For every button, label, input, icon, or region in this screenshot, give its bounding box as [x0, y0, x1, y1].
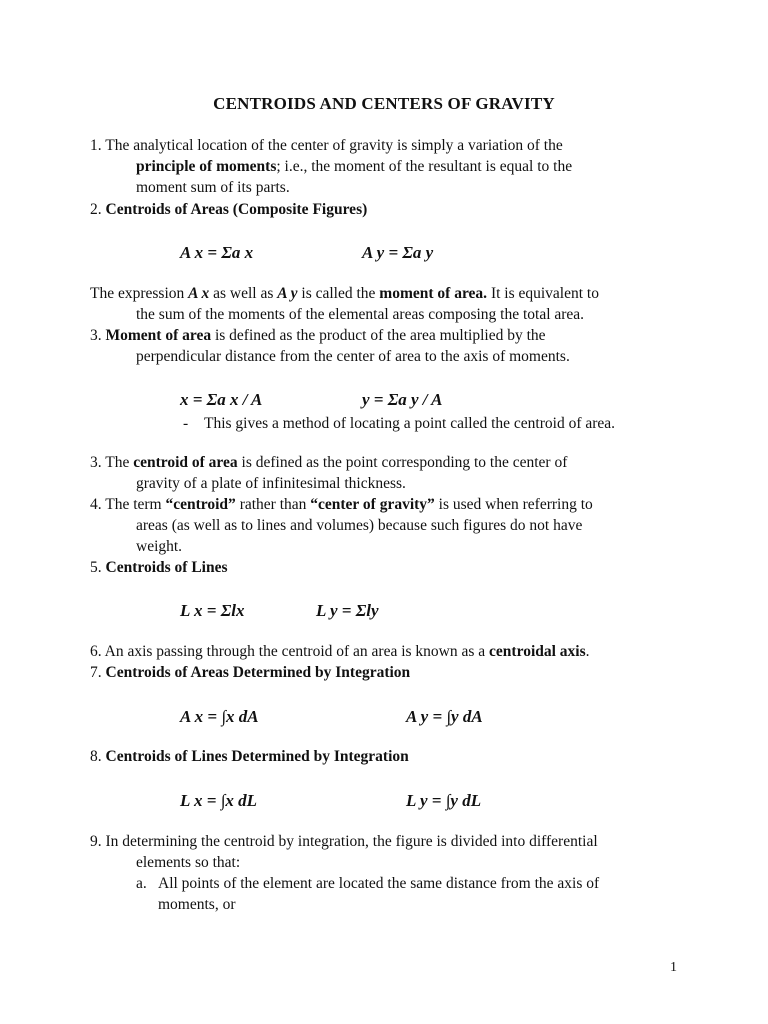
equation-y-bar: y = Σa y / A	[362, 390, 443, 409]
equation-integral-ay: A y = ∫y dA	[406, 707, 483, 726]
item-6-line	[90, 641, 590, 662]
equation-integral-ly: L y = ∫y dL	[406, 791, 482, 810]
equation-x-bar: x = Σa x / A	[180, 390, 263, 409]
equation-ay: A y = Σa y	[362, 243, 434, 262]
item-9-line-1: 9. In determining the centroid by integration, the figure is divided into differential	[90, 833, 598, 850]
item-7-heading	[90, 662, 410, 683]
item-7-number: 7.	[90, 664, 106, 681]
moment-of-area-term: moment of area.	[379, 285, 488, 302]
centroid-of-area-term: centroid of area	[133, 454, 238, 471]
item-9a-line-2: moments, or	[158, 896, 236, 913]
item-4-line-1	[90, 494, 593, 515]
expression-ay: A y	[277, 285, 298, 302]
item-3a-rest: is defined as the product of the area multiplied by the	[211, 327, 546, 344]
item-3b-line-2: gravity of a plate of infinitesimal thickness.	[136, 475, 406, 492]
item-7-title: Centroids of Areas Determined by Integration	[105, 664, 411, 681]
centroid-term: “centroid”	[165, 496, 236, 513]
item-8-title: Centroids of Lines Determined by Integration	[105, 748, 409, 765]
item-8-number: 8.	[90, 748, 106, 765]
item-9a-marker: a.	[136, 875, 147, 892]
item-8-heading	[90, 746, 409, 767]
expression-text-c: is called the	[297, 285, 380, 302]
item-9a-line-1: All points of the element are located the same distance from the axis of	[158, 875, 600, 892]
item-3a-number: 3.	[90, 327, 106, 344]
item-3a-term: Moment of area	[105, 327, 212, 344]
equation-ax: A x = Σa x	[180, 243, 254, 262]
item-5-number: 5.	[90, 559, 106, 576]
item-4-rest: is used when referring to	[434, 496, 593, 513]
item-1-line-1: 1. The analytical location of the center of gravity is simply a variation of the	[90, 137, 563, 154]
page-title: CENTROIDS AND CENTERS OF GRAVITY	[213, 94, 555, 113]
expression-line-2: the sum of the moments of the elemental areas composing the total area.	[136, 306, 585, 323]
item-5-heading	[90, 557, 228, 578]
item-3a-line-2: perpendicular distance from the center of area to the axis of moments.	[136, 348, 570, 365]
item-3b-rest: is defined as the point corresponding to the center of	[237, 454, 568, 471]
equation-ly: L y = Σly	[316, 601, 379, 620]
item-9-line-2: elements so that:	[136, 854, 241, 871]
item-6-text: 6. An axis passing through the centroid of an area is known as a	[90, 643, 490, 660]
item-5-title: Centroids of Lines	[105, 559, 228, 576]
principle-of-moments-term: principle of moments	[136, 158, 277, 175]
expression-text-d: It is equivalent to	[487, 285, 599, 302]
item-1-line-2	[136, 156, 572, 177]
item-4-number: 4. The term	[90, 496, 166, 513]
equation-lx: L x = Σlx	[180, 601, 245, 620]
item-2-number: 2.	[90, 201, 106, 218]
item-1-line-3: moment sum of its parts.	[136, 179, 290, 196]
page-number: 1	[670, 960, 677, 975]
item-4-mid: rather than	[235, 496, 311, 513]
expression-text-b: as well as	[209, 285, 278, 302]
dash-marker: -	[183, 415, 189, 432]
centroidal-axis-term: centroidal axis	[489, 643, 586, 660]
center-of-gravity-term: “center of gravity”	[310, 496, 435, 513]
item-4-line-3: weight.	[136, 538, 183, 555]
item-6-end: .	[585, 643, 590, 660]
item-1-line-2-rest: ; i.e., the moment of the resultant is equal to the	[276, 158, 573, 175]
item-3b-number: 3. The	[90, 454, 134, 471]
expression-ax: A x	[188, 285, 210, 302]
expression-line-1	[90, 283, 599, 304]
dash-note: This gives a method of locating a point called the centroid of area.	[204, 415, 616, 432]
item-3a-line-1	[90, 325, 546, 346]
item-2-heading	[90, 199, 367, 220]
item-3b-line-1	[90, 452, 567, 473]
item-2-title: Centroids of Areas (Composite Figures)	[105, 201, 368, 218]
item-4-line-2: areas (as well as to lines and volumes) because such figures do not have	[136, 517, 583, 534]
equation-integral-ax: A x = ∫x dA	[180, 707, 259, 726]
equation-integral-lx: L x = ∫x dL	[180, 791, 257, 810]
expression-text-a: The expression	[90, 285, 189, 302]
